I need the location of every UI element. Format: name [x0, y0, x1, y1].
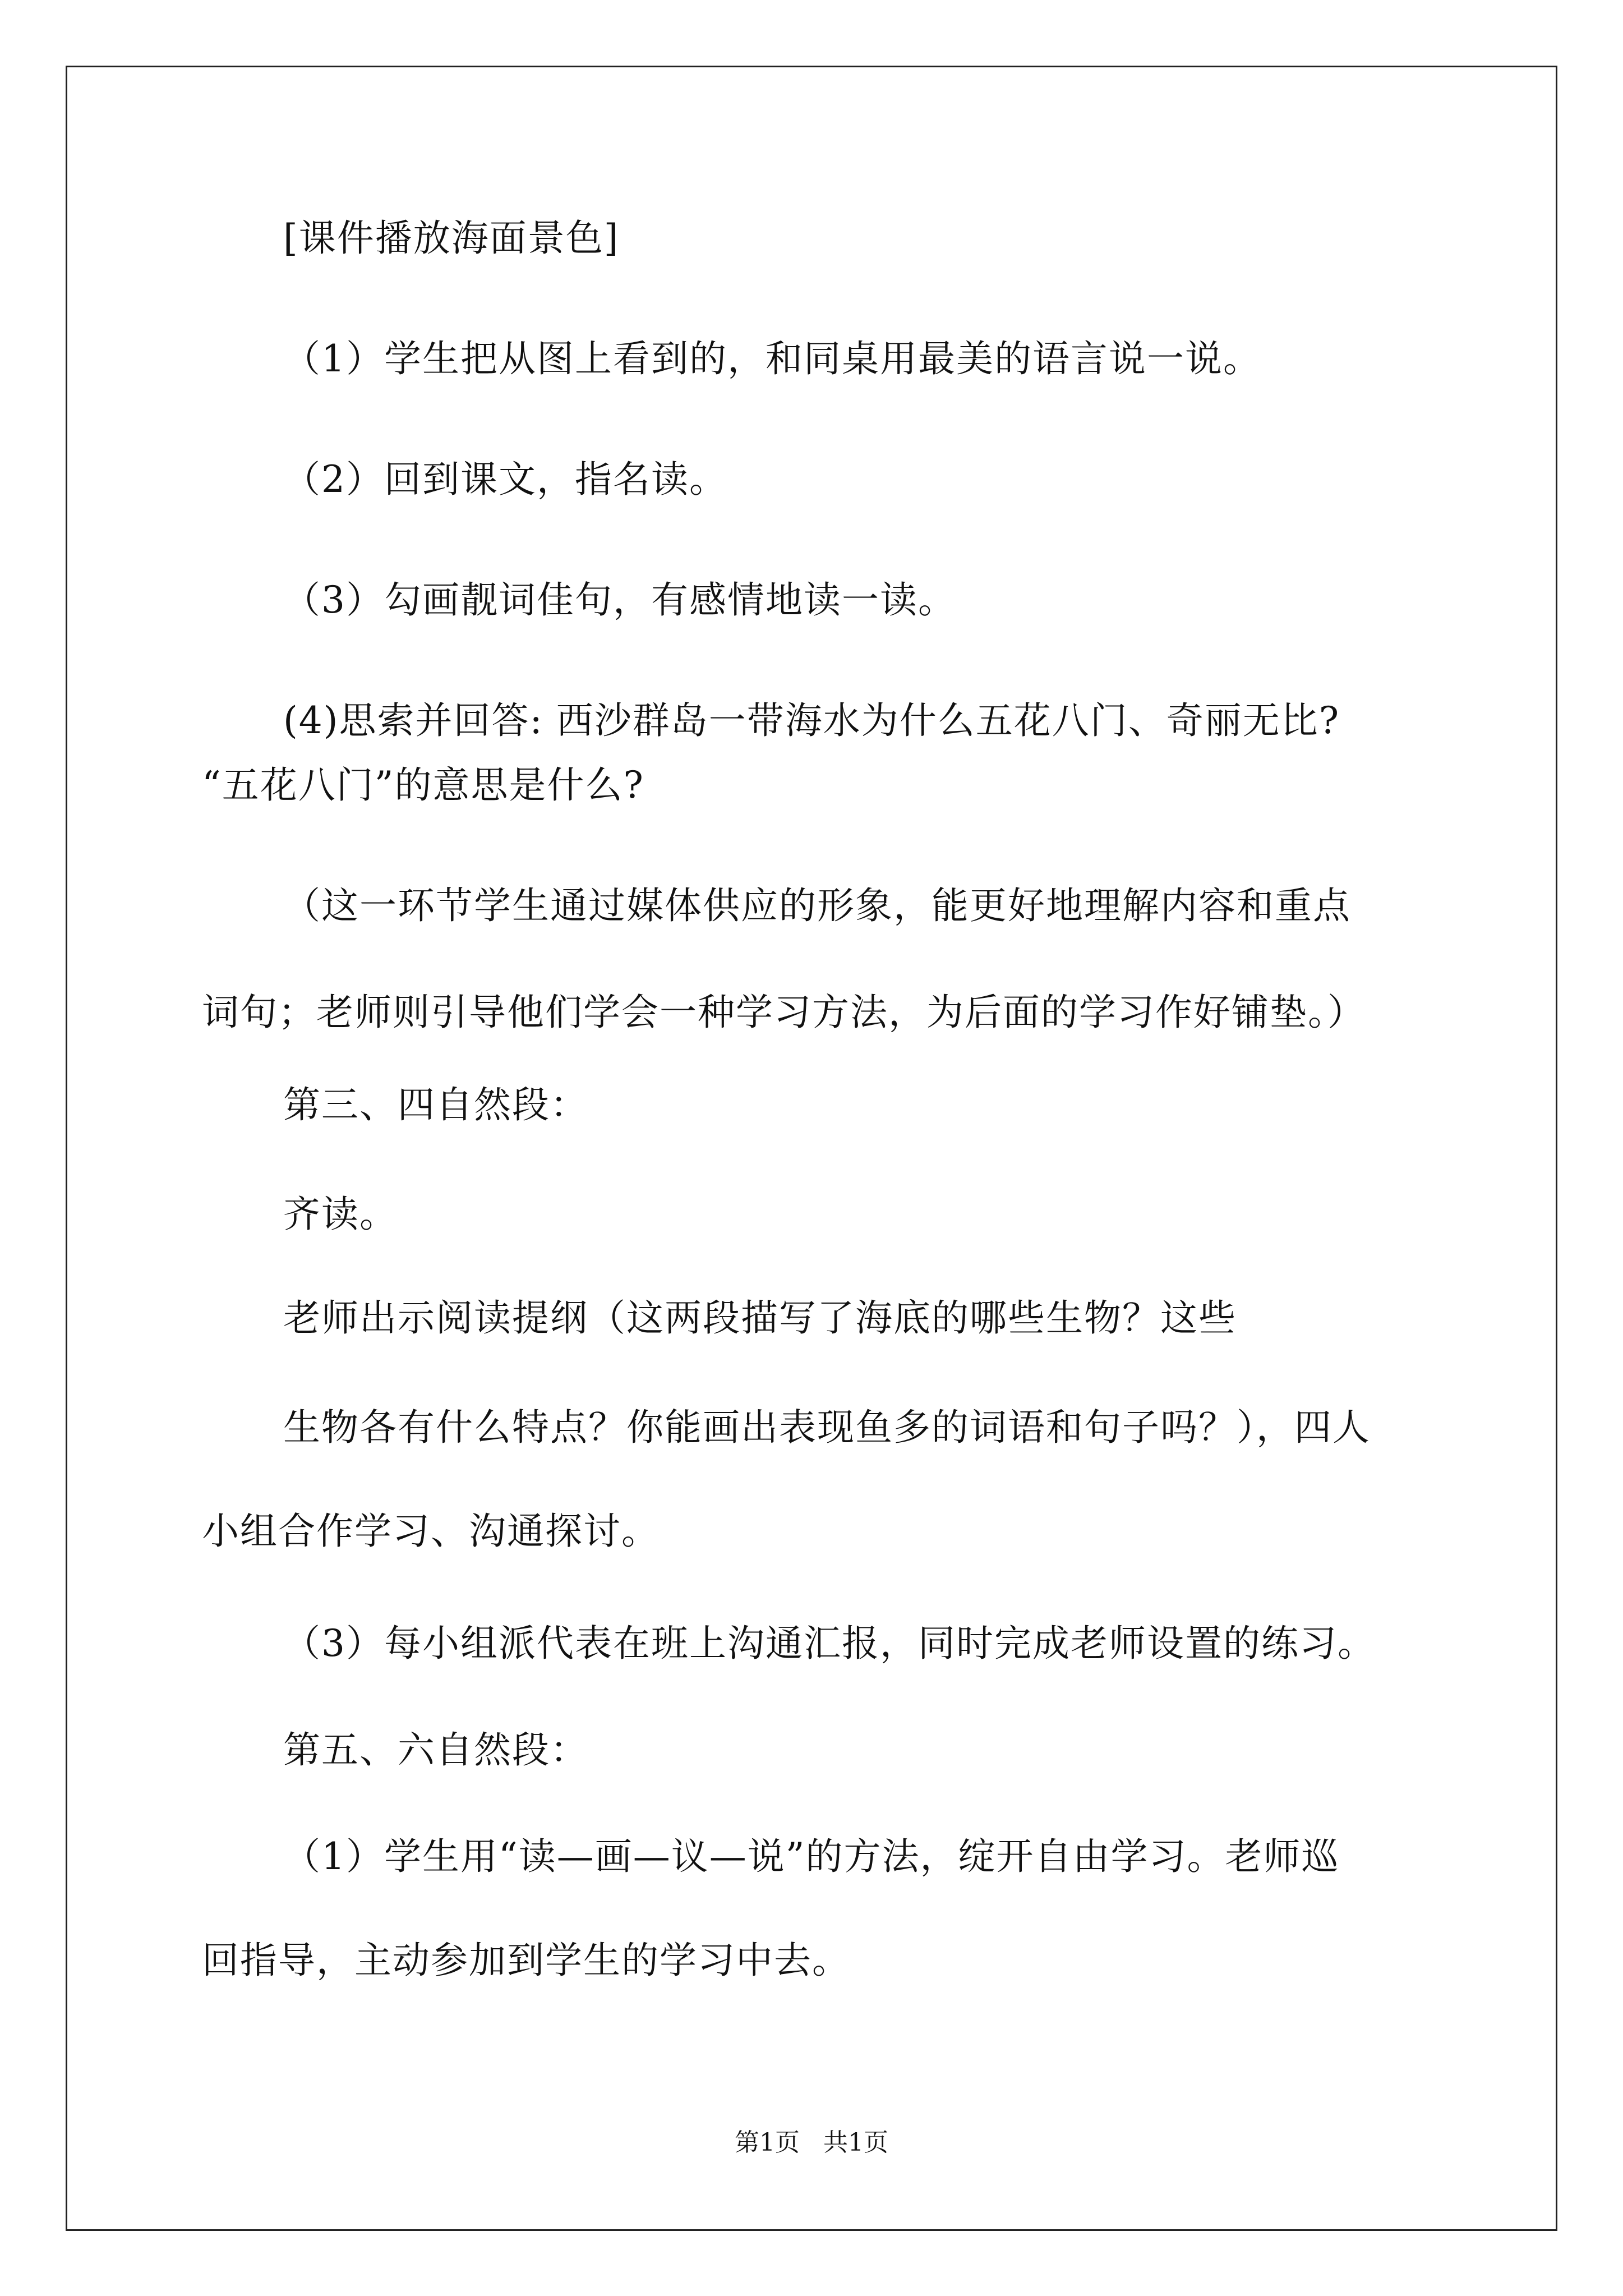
- text-line: （3）每小组派代表在班上沟通汇报，同时完成老师设置的练习。: [283, 1622, 1376, 1665]
- text-line: （1）学生用“读—画—议—说”的方法，绽开自由学习。老师巡: [283, 1835, 1340, 1878]
- text-line: （3）勾画靓词佳句，有感情地读一读。: [283, 578, 956, 622]
- text-line: 第五、六自然段：: [283, 1728, 588, 1772]
- text-line: 齐读。: [283, 1193, 398, 1236]
- page-frame: [66, 66, 1557, 2231]
- text-line: 第三、四自然段：: [283, 1083, 588, 1126]
- text-line: （这一环节学生通过媒体供应的形象，能更好地理解内容和重点: [283, 884, 1351, 927]
- page-number-footer: 第1页 共1页: [735, 2128, 888, 2157]
- text-line: （2）回到课文，指名读。: [283, 458, 727, 501]
- text-line: 小组合作学习、沟通探讨。: [202, 1510, 660, 1553]
- text-line: “五花八门”的意思是什么?: [202, 763, 644, 807]
- text-line: 生物各有什么特点？你能画出表现鱼多的词语和句子吗？），四人: [283, 1406, 1371, 1449]
- text-line: （1）学生把从图上看到的，和同桌用最美的语言说一说。: [283, 337, 1261, 380]
- text-line: [课件播放海面景色]: [283, 217, 620, 260]
- text-line: (4)思索并回答: 西沙群岛一带海水为什么五花八门、奇丽无比?: [283, 699, 1340, 742]
- text-line: 词句；老师则引导他们学会一种学习方法，为后面的学习作好铺垫。）: [202, 991, 1366, 1034]
- text-line: 老师出示阅读提纲（这两段描写了海底的哪些生物？这些: [283, 1296, 1237, 1340]
- text-line: 回指导，主动参加到学生的学习中去。: [202, 1939, 850, 1982]
